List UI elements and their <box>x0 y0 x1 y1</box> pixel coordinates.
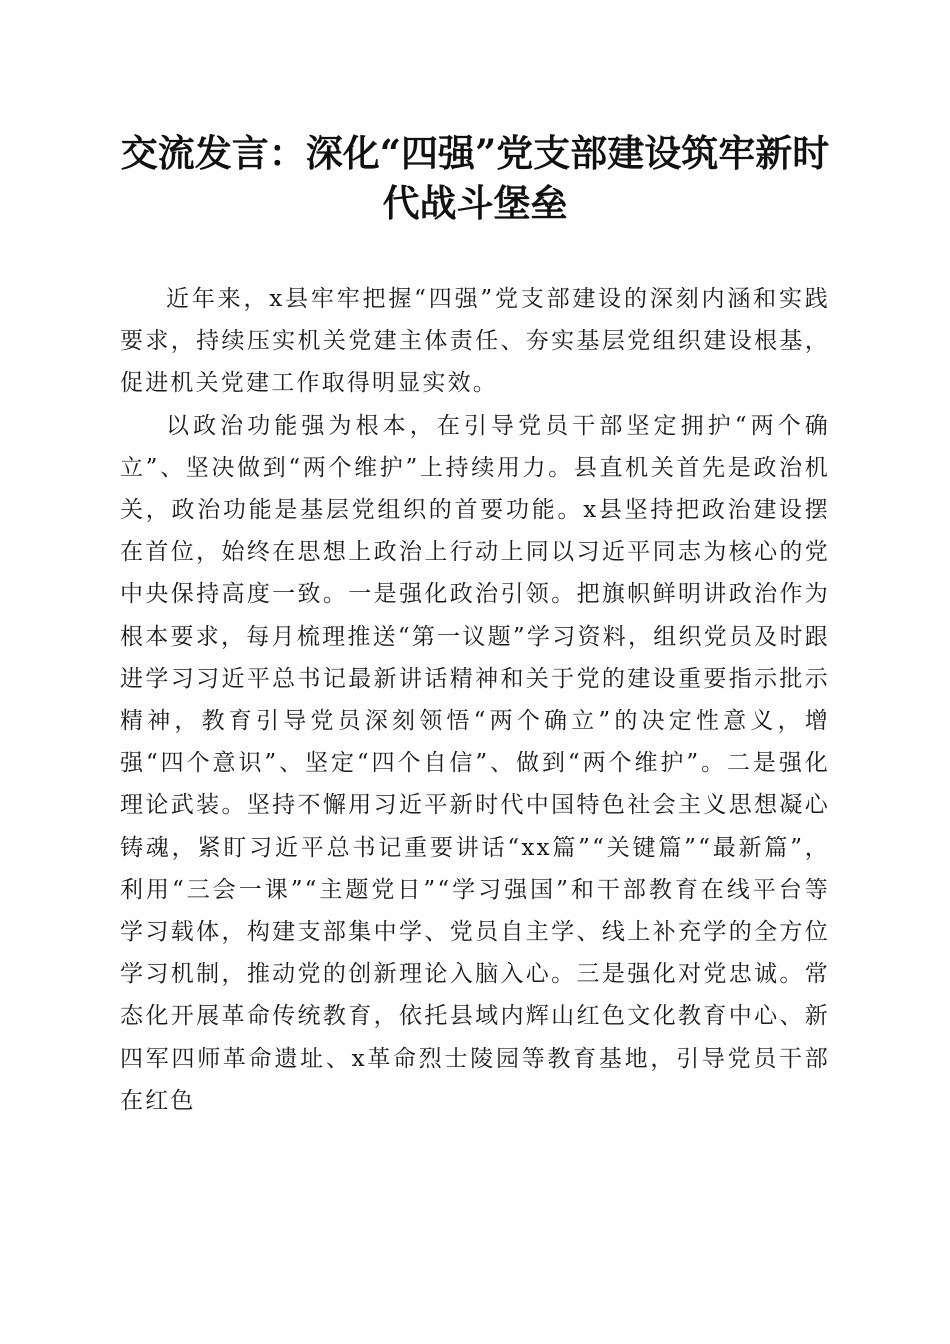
paragraph-political-function: 以政治功能强为根本，在引导党员干部坚定拥护“两个确立”、坚决做到“两个维护”上持续用力。县直机关首先是政治机关，政治功能是基层党组织的首要功能。x县坚持把政治建设摆在首位，始终在思想上政治上行动上同以习近平同志为核心的党中央保持高度一致。一是强化政治引领。把旗帜鲜明讲政治作为根本要求，每月梳理推送“第一议题”学习资料，组织党员及时跟进学习习近平总书记最新讲话精神和关于党的建设重要指示批示精神，教育引导党员深刻领悟“两个确立”的决定性意义，增强“四个意识”、坚定“四个自信”、做到“两个维护”。二是强化理论武装。坚持不懈用习近平新时代中国特色社会主义思想凝心铸魂，紧盯习近平总书记重要讲话“xx篇”“关键篇”“最新篇”，利用“三会一课”“主题党日”“学习强国”和干部教育在线平台等学习载体，构建支部集中学、党员自主学、线上补充学的全方位学习机制，推动党的创新理论入脑入心。三是强化对党忠诚。常态化开展革命传统教育，依托县域内辉山红色文化教育中心、新四军四师革命遗址、x革命烈士陵园等教育基地，引导党员干部在红色 <box>120 412 830 1114</box>
document-title: 交流发言：深化“四强”党支部建设筑牢新时代战斗堡垒 <box>120 131 830 225</box>
paragraph-intro: 近年来，x县牢牢把握“四强”党支部建设的深刻内涵和实践要求，持续压实机关党建主体责任、夯实基层党组织建设根基，促进机关党建工作取得明显实效。 <box>120 286 830 397</box>
document-body <box>120 278 830 1122</box>
document-page <box>120 128 830 1122</box>
